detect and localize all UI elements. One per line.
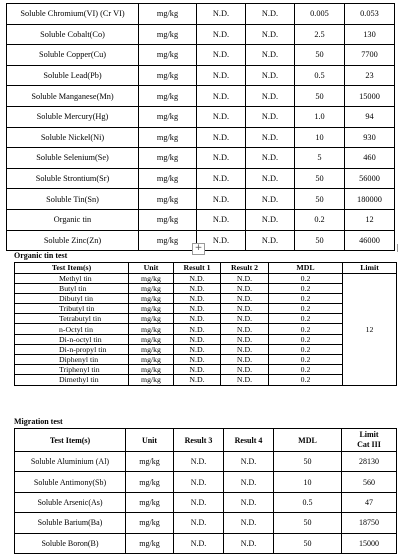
table-row [15, 513, 397, 533]
table-row [7, 168, 395, 189]
result1-cell: N.D. [174, 283, 221, 293]
result1-cell: N.D. [197, 148, 246, 169]
migration-test-table [14, 428, 397, 554]
column-header-limit [342, 429, 397, 452]
unit-cell: mg/kg [129, 334, 174, 344]
unit-cell: mg/kg [129, 375, 174, 385]
result1-cell: N.D. [174, 293, 221, 303]
unit-cell: mg/kg [126, 472, 174, 492]
mdl-cell: 50 [274, 452, 342, 472]
table-header-row [15, 263, 397, 274]
table-row [15, 452, 397, 472]
table-row [15, 355, 397, 365]
mdl-cell: 0.2 [269, 283, 343, 293]
unit-cell: mg/kg [129, 283, 174, 293]
result2-cell: N.D. [221, 365, 269, 375]
limit-cell: 460 [345, 148, 395, 169]
result3-cell: N.D. [174, 452, 224, 472]
table-row [7, 148, 395, 169]
table-row [7, 4, 395, 25]
test-item-cell: Tributyl tin [15, 304, 129, 314]
mdl-cell: 2.5 [295, 24, 345, 45]
mdl-cell: 0.2 [269, 273, 343, 283]
limit-cell: 28130 [342, 452, 397, 472]
result2-cell: N.D. [221, 293, 269, 303]
result2-cell: N.D. [246, 86, 295, 107]
table-row [7, 45, 395, 66]
result2-cell: N.D. [221, 314, 269, 324]
mdl-cell: 0.2 [295, 209, 345, 230]
limit-cell: 560 [342, 472, 397, 492]
table-header-row [15, 429, 397, 452]
test-item-cell: Di-n-octyl tin [15, 334, 129, 344]
limit-cell: 18750 [342, 513, 397, 533]
unit-cell: mg/kg [139, 127, 197, 148]
mdl-cell: 50 [295, 45, 345, 66]
limit-cell: 47 [342, 492, 397, 512]
test-item-cell: Soluble Nickel(Ni) [7, 127, 139, 148]
table-row [7, 127, 395, 148]
result4-cell: N.D. [224, 513, 274, 533]
result2-cell: N.D. [246, 127, 295, 148]
test-item-cell: Di-n-propyl tin [15, 344, 129, 354]
result2-cell: N.D. [246, 148, 295, 169]
column-header-mdl: MDL [269, 263, 343, 274]
unit-cell: mg/kg [126, 513, 174, 533]
unit-cell: mg/kg [129, 365, 174, 375]
migration-test-title: Migration test [14, 417, 63, 426]
mdl-cell: 50 [295, 189, 345, 210]
test-item-cell: Soluble Barium(Ba) [15, 513, 126, 533]
test-item-cell: Soluble Aluminium (Al) [15, 452, 126, 472]
result1-cell: N.D. [197, 45, 246, 66]
unit-cell: mg/kg [129, 273, 174, 283]
result1-cell: N.D. [174, 355, 221, 365]
mdl-cell: 50 [295, 168, 345, 189]
test-item-cell: Soluble Chromium(VI) (Cr VI) [7, 4, 139, 25]
result4-cell: N.D. [224, 533, 274, 553]
test-item-cell: Methyl tin [15, 273, 129, 283]
soluble-elements-table [6, 3, 395, 251]
column-header-result2: Result 2 [221, 263, 269, 274]
unit-cell: mg/kg [139, 230, 197, 251]
unit-cell: mg/kg [129, 355, 174, 365]
unit-cell: mg/kg [126, 452, 174, 472]
table-row [15, 293, 397, 303]
unit-cell: mg/kg [139, 45, 197, 66]
test-item-cell: Soluble Mercury(Hg) [7, 106, 139, 127]
organic-tin-table [14, 262, 397, 386]
mdl-cell: 0.2 [269, 324, 343, 334]
mdl-cell: 0.2 [269, 344, 343, 354]
column-header-unit: Unit [126, 429, 174, 452]
result1-cell: N.D. [174, 344, 221, 354]
table-row [7, 86, 395, 107]
table-row [7, 65, 395, 86]
test-item-cell: Tetrabutyl tin [15, 314, 129, 324]
result2-cell: N.D. [221, 355, 269, 365]
column-header-limit: Limit [343, 263, 397, 274]
result1-cell: N.D. [197, 4, 246, 25]
result2-cell: N.D. [246, 65, 295, 86]
result3-cell: N.D. [174, 472, 224, 492]
unit-cell: mg/kg [139, 148, 197, 169]
limit-cell: 56000 [345, 168, 395, 189]
unit-cell: mg/kg [129, 314, 174, 324]
test-item-cell: Soluble Tin(Sn) [7, 189, 139, 210]
mdl-cell: 50 [295, 230, 345, 251]
test-item-cell: Soluble Boron(B) [15, 533, 126, 553]
test-item-cell: Soluble Zinc(Zn) [7, 230, 139, 251]
result2-cell: N.D. [221, 344, 269, 354]
result2-cell: N.D. [221, 334, 269, 344]
table-row [7, 189, 395, 210]
test-item-cell: Soluble Strontium(Sr) [7, 168, 139, 189]
result1-cell: N.D. [197, 106, 246, 127]
mdl-cell: 0.2 [269, 375, 343, 385]
column-header-result4: Result 4 [224, 429, 274, 452]
mdl-cell: 0.2 [269, 365, 343, 375]
unit-cell: mg/kg [129, 344, 174, 354]
test-item-cell: Triphenyl tin [15, 365, 129, 375]
result2-cell: N.D. [221, 304, 269, 314]
mdl-cell: 0.5 [274, 492, 342, 512]
table-row [15, 273, 397, 283]
mdl-cell: 50 [274, 533, 342, 553]
result2-cell: N.D. [246, 4, 295, 25]
result1-cell: N.D. [197, 168, 246, 189]
table-row [7, 209, 395, 230]
result3-cell: N.D. [174, 533, 224, 553]
result2-cell: N.D. [221, 375, 269, 385]
result2-cell: N.D. [221, 324, 269, 334]
limit-cell: 12 [345, 209, 395, 230]
mdl-cell: 0.5 [295, 65, 345, 86]
result1-cell: N.D. [197, 189, 246, 210]
result1-cell: N.D. [174, 365, 221, 375]
unit-cell: mg/kg [129, 304, 174, 314]
column-header-item: Test Item(s) [15, 429, 126, 452]
column-header-result1: Result 1 [174, 263, 221, 274]
result2-cell: N.D. [246, 45, 295, 66]
result1-cell: N.D. [174, 375, 221, 385]
result1-cell: N.D. [174, 314, 221, 324]
result1-cell: N.D. [197, 209, 246, 230]
limit-header-line1: Limit [359, 430, 379, 439]
mdl-cell: 1.0 [295, 106, 345, 127]
result2-cell: N.D. [246, 168, 295, 189]
unit-cell: mg/kg [139, 189, 197, 210]
test-item-cell: Soluble Copper(Cu) [7, 45, 139, 66]
result2-cell: N.D. [221, 283, 269, 293]
result2-cell: N.D. [246, 24, 295, 45]
limit-cell: 23 [345, 65, 395, 86]
table-row [15, 365, 397, 375]
result3-cell: N.D. [174, 492, 224, 512]
table-row [15, 314, 397, 324]
test-item-cell: n-Octyl tin [15, 324, 129, 334]
mdl-cell: 0.2 [269, 334, 343, 344]
limit-cell: 12 [343, 273, 397, 385]
unit-cell: mg/kg [139, 24, 197, 45]
column-header-item: Test Item(s) [15, 263, 129, 274]
mdl-cell: 10 [274, 472, 342, 492]
unit-cell: mg/kg [139, 4, 197, 25]
test-item-cell: Soluble Manganese(Mn) [7, 86, 139, 107]
unit-cell: mg/kg [129, 324, 174, 334]
result2-cell: N.D. [246, 189, 295, 210]
table-row [15, 283, 397, 293]
mdl-cell: 0.2 [269, 293, 343, 303]
limit-cell: 7700 [345, 45, 395, 66]
table-row [15, 344, 397, 354]
mdl-cell: 0.2 [269, 355, 343, 365]
add-row-button[interactable]: + [192, 243, 205, 255]
mdl-cell: 50 [295, 86, 345, 107]
organic-tin-title: Organic tin test [14, 251, 68, 260]
mdl-cell: 10 [295, 127, 345, 148]
column-header-unit: Unit [129, 263, 174, 274]
limit-cell: 46000 [345, 230, 395, 251]
result3-cell: N.D. [174, 513, 224, 533]
result1-cell: N.D. [197, 127, 246, 148]
unit-cell: mg/kg [129, 293, 174, 303]
unit-cell: mg/kg [139, 65, 197, 86]
mdl-cell: 0.2 [269, 304, 343, 314]
table-row [15, 492, 397, 512]
table-row [15, 304, 397, 314]
result4-cell: N.D. [224, 452, 274, 472]
unit-cell: mg/kg [139, 209, 197, 230]
result2-cell: N.D. [221, 273, 269, 283]
limit-cell: 94 [345, 106, 395, 127]
test-item-cell: Organic tin [7, 209, 139, 230]
table-row [15, 533, 397, 553]
test-item-cell: Diphenyl tin [15, 355, 129, 365]
table-row [15, 324, 397, 334]
table-row [15, 334, 397, 344]
result1-cell: N.D. [174, 324, 221, 334]
column-header-mdl: MDL [274, 429, 342, 452]
test-item-cell: Butyl tin [15, 283, 129, 293]
result4-cell: N.D. [224, 472, 274, 492]
limit-cell: 180000 [345, 189, 395, 210]
table-row [7, 106, 395, 127]
limit-cell: 0.053 [345, 4, 395, 25]
test-item-cell: Soluble Cobalt(Co) [7, 24, 139, 45]
result1-cell: N.D. [174, 273, 221, 283]
test-item-cell: Dibutyl tin [15, 293, 129, 303]
result1-cell: N.D. [197, 65, 246, 86]
result2-cell: N.D. [246, 209, 295, 230]
result1-cell: N.D. [197, 24, 246, 45]
limit-cell: 15000 [342, 533, 397, 553]
unit-cell: mg/kg [139, 106, 197, 127]
limit-cell: 930 [345, 127, 395, 148]
test-item-cell: Dimethyl tin [15, 375, 129, 385]
soluble-elements-body [7, 4, 395, 251]
test-item-cell: Soluble Selenium(Se) [7, 148, 139, 169]
table-row [15, 375, 397, 385]
mdl-cell: 0.005 [295, 4, 345, 25]
result1-cell: N.D. [174, 304, 221, 314]
column-header-result3: Result 3 [174, 429, 224, 452]
unit-cell: mg/kg [139, 168, 197, 189]
result2-cell: N.D. [246, 106, 295, 127]
unit-cell: mg/kg [139, 86, 197, 107]
table-row [15, 472, 397, 492]
mdl-cell: 5 [295, 148, 345, 169]
unit-cell: mg/kg [126, 533, 174, 553]
limit-cell: 130 [345, 24, 395, 45]
limit-cell: 15000 [345, 86, 395, 107]
result2-cell: N.D. [246, 230, 295, 251]
mdl-cell: 0.2 [269, 314, 343, 324]
test-item-cell: Soluble Lead(Pb) [7, 65, 139, 86]
test-item-cell: Soluble Arsenic(As) [15, 492, 126, 512]
table-row [7, 24, 395, 45]
limit-header-line2: Cat III [357, 440, 381, 449]
mdl-cell: 50 [274, 513, 342, 533]
result1-cell: N.D. [197, 230, 246, 251]
result1-cell: N.D. [197, 86, 246, 107]
unit-cell: mg/kg [126, 492, 174, 512]
result4-cell: N.D. [224, 492, 274, 512]
test-item-cell: Soluble Antimony(Sb) [15, 472, 126, 492]
result1-cell: N.D. [174, 334, 221, 344]
